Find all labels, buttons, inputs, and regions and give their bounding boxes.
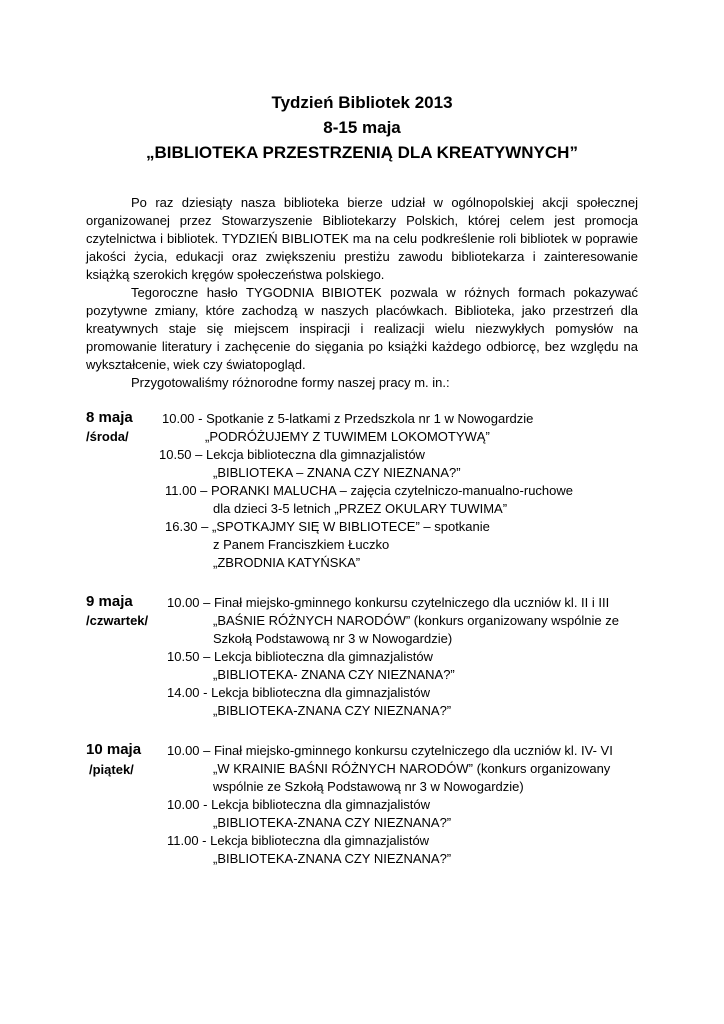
document-motto: „BIBLIOTEKA PRZESTRZENIĄ DLA KREATYWNYCH” bbox=[146, 143, 578, 162]
intro-paragraph: Tegoroczne hasło TYGODNIA BIBIOTEK pozwala w różnych formach pokazywać pozytywne zmiany, które zachodzą w naszych placówkach. Biblioteka, jako przestrzeń dla kreatywnych staje się miejscem inspiracji i realizacji wielu niezwykłych pomysłów na promowanie literatury i zachęcenie do sięgania po książki każdego odbiorcę, bez względu na wykształcenie, wiek czy światopogląd. bbox=[86, 285, 638, 372]
intro-paragraph: Przygotowaliśmy różnorodne formy naszej pracy m. in.: bbox=[131, 375, 450, 390]
schedule-line: 10.00 – Finał miejsko-gminnego konkursu czytelniczego dla uczniów kl. II i III bbox=[167, 595, 610, 610]
intro-paragraph: Po raz dziesiąty nasza biblioteka bierze udział w ogólnopolskiej akcji społecznej organizowanej przez Stowarzyszenie Bibliotekarzy Polskich, której celem jest promocja czytelnictwa i bibliotek. TYDZIEŃ BIBLIOTEK ma na celu podkreślenie roli bibliotek w poprawie jakości życia, edukacji oraz zwiększeniu prestiżu zawodu bibliotekarza i zainteresowanie książką szerokich kręgów społeczeństwa polskiego. bbox=[86, 195, 638, 282]
schedule-line: „BIBLIOTEKA-ZNANA CZY NIEZNANA?” bbox=[213, 851, 452, 866]
schedule-day-date: 10 maja bbox=[86, 741, 142, 758]
schedule-line: 10.00 - Lekcja biblioteczna dla gimnazjalistów bbox=[167, 797, 431, 812]
schedule-line: „BIBLIOTEKA-ZNANA CZY NIEZNANA?” bbox=[213, 815, 452, 830]
schedule-line: z Panem Franciszkiem Łuczko bbox=[213, 537, 390, 552]
schedule-line: „BAŚNIE RÓŻNYCH NARODÓW” (konkurs organizowany wspólnie ze bbox=[213, 613, 619, 628]
schedule-day-weekday: /środa/ bbox=[86, 429, 129, 444]
schedule-line: Szkołą Podstawową nr 3 w Nowogardzie) bbox=[213, 631, 453, 646]
document-title: Tydzień Bibliotek 2013 bbox=[271, 93, 453, 112]
schedule-line: 14.00 - Lekcja biblioteczna dla gimnazjalistów bbox=[167, 685, 431, 700]
schedule-line: 10.50 – Lekcja biblioteczna dla gimnazjalistów bbox=[167, 649, 433, 664]
schedule-line: 16.30 – „SPOTKAJMY SIĘ W BIBLIOTECE” – spotkanie bbox=[165, 519, 490, 534]
schedule-line: 10.00 – Finał miejsko-gminnego konkursu czytelniczego dla uczniów kl. IV- VI bbox=[167, 743, 613, 758]
schedule-day-date: 8 maja bbox=[86, 409, 133, 426]
schedule-day-weekday: /piątek/ bbox=[89, 762, 134, 777]
schedule-day-weekday: /czwartek/ bbox=[86, 613, 149, 628]
schedule-line: „PODRÓŻUJEMY Z TUWIMEM LOKOMOTYWĄ” bbox=[205, 429, 490, 444]
schedule-line: dla dzieci 3-5 letnich „PRZEZ OKULARY TUWIMA” bbox=[213, 501, 508, 516]
schedule-day-date: 9 maja bbox=[86, 593, 133, 610]
schedule-line: „W KRAINIE BAŚNI RÓŻNYCH NARODÓW” (konkurs organizowany bbox=[213, 761, 611, 776]
schedule-line: „BIBLIOTEKA-ZNANA CZY NIEZNANA?” bbox=[213, 703, 452, 718]
schedule-line: 11.00 - Lekcja biblioteczna dla gimnazjalistów bbox=[167, 833, 430, 848]
schedule-line: 10.00 - Spotkanie z 5-latkami z Przedszkola nr 1 w Nowogardzie bbox=[162, 411, 534, 426]
schedule-line: wspólnie ze Szkołą Podstawową nr 3 w Nowogardzie) bbox=[213, 779, 524, 794]
schedule-line: „BIBLIOTEKA – ZNANA CZY NIEZNANA?” bbox=[213, 465, 461, 480]
schedule-line: „ZBRODNIA KATYŃSKA” bbox=[213, 555, 361, 570]
document-dates: 8-15 maja bbox=[323, 118, 401, 137]
schedule-line: 11.00 – PORANKI MALUCHA – zajęcia czytelniczo-manualno-ruchowe bbox=[165, 483, 573, 498]
intro-text bbox=[86, 194, 638, 392]
schedule-line: 10.50 – Lekcja biblioteczna dla gimnazjalistów bbox=[159, 447, 425, 462]
schedule-line: „BIBLIOTEKA- ZNANA CZY NIEZNANA?” bbox=[213, 667, 455, 682]
